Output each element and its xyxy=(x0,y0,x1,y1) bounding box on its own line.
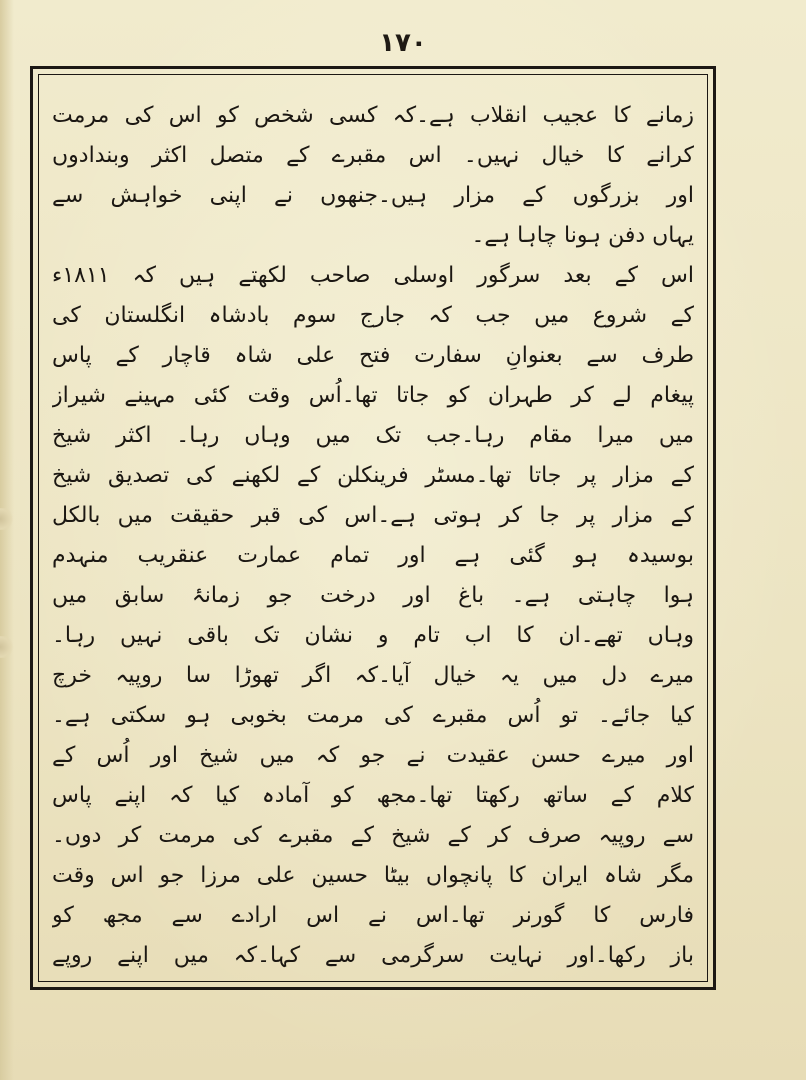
text-line: وہاں تھے۔ان کا اب تام و نشان تک باقی نہیں رہا۔ xyxy=(52,623,694,648)
page-edge-notch xyxy=(0,508,14,530)
page-gutter-shadow xyxy=(0,0,14,1080)
text-line: سے روپیہ صرف کر کے شیخ کے مقبرے کی مرمت کر دوں۔ xyxy=(52,823,694,848)
text-line: باز رکھا۔اور نہایت سرگرمی سے کہا۔کہ میں اپنے روپے xyxy=(52,943,694,968)
text-line: کرانے کا خیال نہیں۔ اس مقبرے کے متصل اکثر وبندادوں xyxy=(52,143,694,168)
text-line: بوسیدہ ہو گئی ہے اور تمام عمارت عنقریب منہدم xyxy=(52,543,694,568)
text-line: کلام کے ساتھ رکھتا تھا۔مجھ کو آمادہ کیا کہ اپنے پاس xyxy=(52,783,694,808)
text-line: کے مزار پر جاتا تھا۔مسٹر فرینکلن کے لکھنے کی تصدیق شیخ xyxy=(52,463,694,488)
text-line: کیا جائے۔ تو اُس مقبرے کی مرمت بخوبی ہو سکتی ہے۔ xyxy=(52,703,694,728)
text-line: کے مزار پر جا کر ہوتی ہے۔اس کی قبر حقیقت میں بالکل xyxy=(52,503,694,528)
urdu-text-block xyxy=(52,84,694,980)
text-line: یہاں دفن ہونا چاہا ہے۔ xyxy=(471,223,694,248)
text-line: میرے دل میں یہ خیال آیا۔کہ اگر تھوڑا سا روپیہ خرچ xyxy=(52,663,694,688)
text-line: پیغام لے کر طہران کو جاتا تھا۔اُس وقت کئی مہینے شیراز xyxy=(52,383,694,408)
page-number: ۱۷۰ xyxy=(379,28,427,58)
text-line: فارس کا گورنر تھا۔اس نے اس ارادے سے مجھ کو xyxy=(52,903,694,928)
text-line: کے شروع میں جب کہ جارج سوم بادشاہ انگلستان کی xyxy=(52,303,694,328)
text-line: زمانے کا عجیب انقلاب ہے۔کہ کسی شخص کو اس کی مرمت xyxy=(52,103,694,128)
text-line: اس کے بعد سرگور اوسلی صاحب لکھتے ہیں کہ ۱۸۱۱ء xyxy=(52,263,694,288)
text-line: میں میرا مقام رہا۔جب تک میں وہاں رہا۔ اکثر شیخ xyxy=(52,423,694,448)
text-line: مگر شاہ ایران کا پانچواں بیٹا حسین علی مرزا جو اس وقت xyxy=(52,863,694,888)
page-edge-notch xyxy=(0,636,14,658)
text-line: اور بزرگوں کے مزار ہیں۔جنھوں نے اپنی خواہش سے xyxy=(52,183,694,208)
text-line: اور میرے حسن عقیدت نے جو کہ میں شیخ اور اُس کے xyxy=(52,743,694,768)
text-line: طرف سے بعنوانِ سفارت فتح علی شاہ قاچار کے پاس xyxy=(52,343,694,368)
text-line: ہوا چاہتی ہے۔ باغ اور درخت جو زمانۂ سابق میں xyxy=(52,583,694,608)
